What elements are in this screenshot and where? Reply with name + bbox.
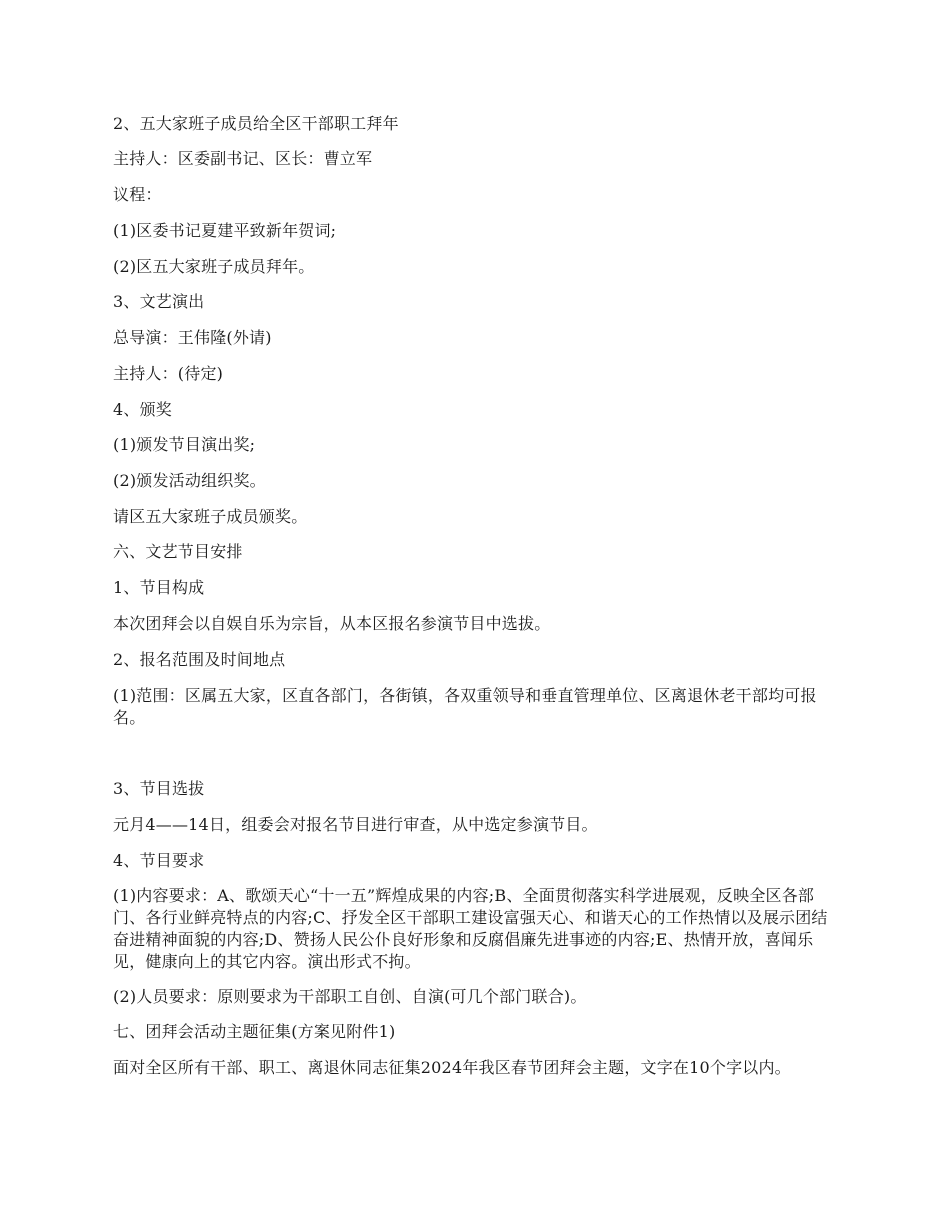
theme-solicitation-text: 面对全区所有干部、职工、离退休同志征集2024年我区春节团拜会主题，文字在10个字以内。 <box>113 1058 791 1077</box>
personnel-requirements-text: (2)人员要求：原则要求为干部职工自创、自演(可几个部门联合)。 <box>113 987 587 1006</box>
award-presenters: 请区五大家班子成员颁奖。 <box>113 507 308 526</box>
heading-item-4-awards: 4、颁奖 <box>113 400 172 419</box>
agenda-item-1: (1)区委书记夏建平致新年贺词; <box>113 221 337 240</box>
host-line: 主持人：区委副书记、区长：曹立军 <box>113 149 373 168</box>
subheading-program-composition: 1、节目构成 <box>113 578 205 597</box>
performance-host-line: 主持人：(待定) <box>113 364 224 383</box>
selection-text: 元月4——14日，组委会对报名节目进行审查，从中选定参演节目。 <box>113 815 598 834</box>
heading-item-2-greetings: 2、五大家班子成员给全区干部职工拜年 <box>113 114 399 133</box>
subheading-registration: 2、报名范围及时间地点 <box>113 650 286 669</box>
heading-item-3-performance: 3、文艺演出 <box>113 292 205 311</box>
award-item-2: (2)颁发活动组织奖。 <box>113 471 266 490</box>
subheading-requirements: 4、节目要求 <box>113 851 205 870</box>
agenda-label: 议程： <box>113 185 162 204</box>
section-heading-6: 六、文艺节目安排 <box>113 542 243 561</box>
content-requirements-text: (1)内容要求：A、歌颂天心“十一五”辉煌成果的内容;B、全面贯彻落实科学进展观，反映全区各部门、各行业鲜亮特点的内容;C、抒发全区干部职工建设富强天心、和谐天心的工作热情以及展示团结奋进精神面貌的内容;D、赞扬人民公仆良好形象和反腐倡廉先进事迹的内容;E、热情开放，喜闻乐见，健康向上的其它内容。演出形式不拘。 <box>113 886 828 971</box>
agenda-item-2: (2)区五大家班子成员拜年。 <box>113 257 315 276</box>
registration-scope-text: (1)范围：区属五大家，区直各部门，各街镇，各双重领导和垂直管理单位、区离退休老干部均可报名。 <box>113 686 817 727</box>
director-line: 总导演：王伟隆(外请) <box>113 328 272 347</box>
program-composition-text: 本次团拜会以自娱自乐为宗旨，从本区报名参演节目中选拔。 <box>113 614 551 633</box>
subheading-selection: 3、节目选拔 <box>113 779 205 798</box>
award-item-1: (1)颁发节目演出奖; <box>113 435 256 454</box>
section-heading-7: 七、团拜会活动主题征集(方案见附件1) <box>113 1022 396 1041</box>
